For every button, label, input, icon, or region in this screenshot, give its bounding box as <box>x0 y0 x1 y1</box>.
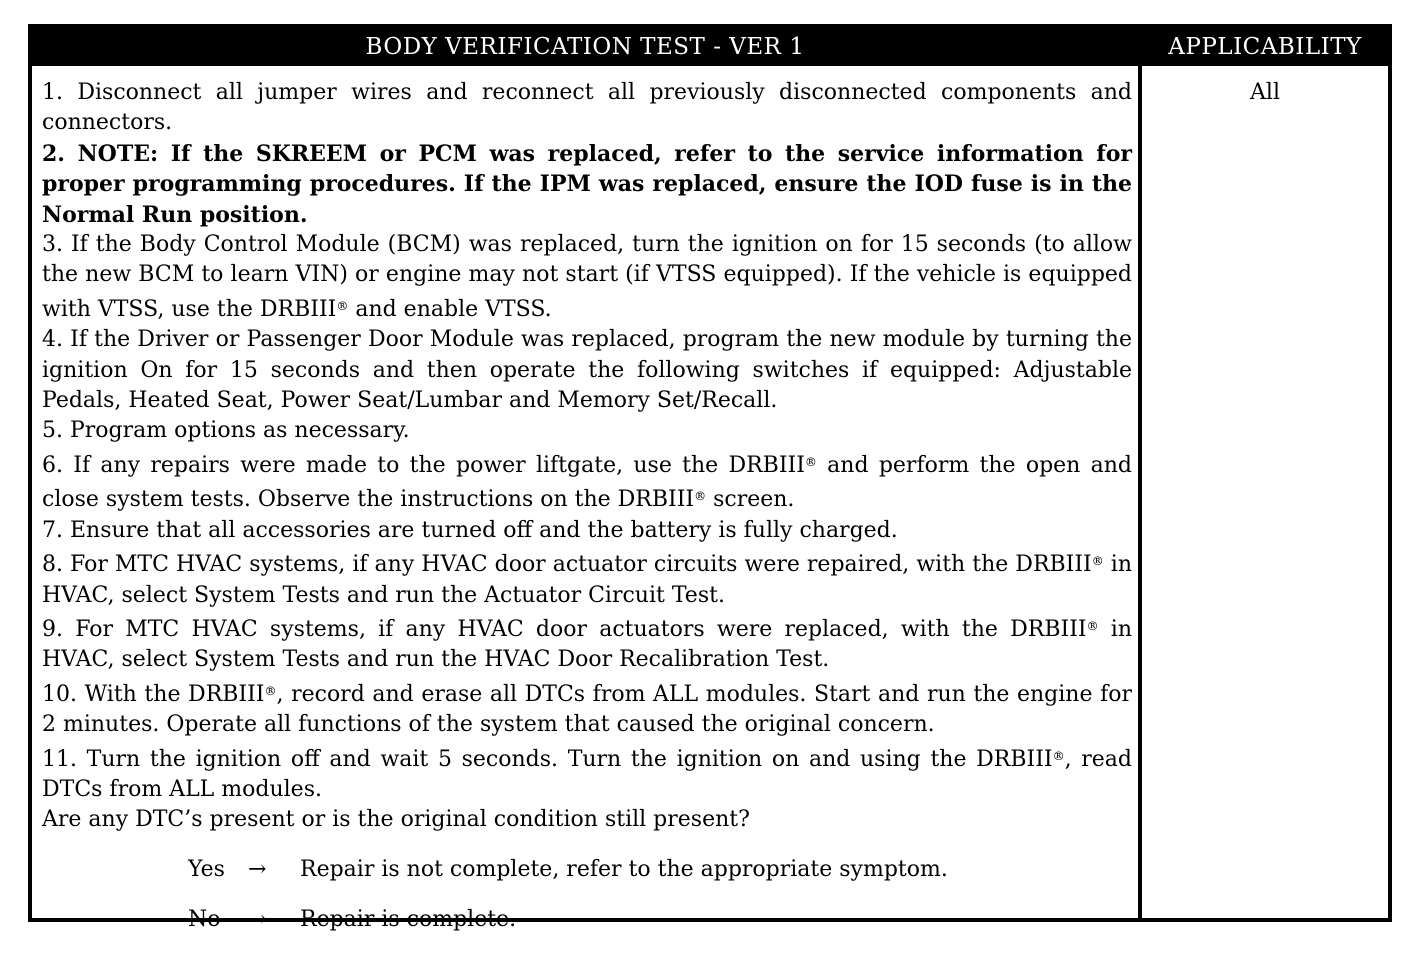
answer-yes-label: Yes <box>188 856 225 882</box>
step-4: 4. If the Driver or Passenger Door Module was replaced, program the new module by turning the ignition On for 15 seconds and then operate the following switches if equipped: Adjustable Pedals, Heated Seat, Power Seat/Lumbar and Memory Set/Recall. <box>42 327 1132 414</box>
registered-mark: ® <box>1086 618 1099 633</box>
step-9: 9. For MTC HVAC systems, if any HVAC door actuators were replaced, with the DRBIII® in HVAC, select System Tests and run the HVAC Door Recalibration Test. <box>42 616 1132 673</box>
step-7: 7. Ensure that all accessories are turned off and the battery is fully charged. <box>42 517 898 543</box>
answer-yes-result: Repair is not complete, refer to the appropriate symptom. <box>300 856 948 882</box>
step-10: 10. With the DRBIII®, record and erase all DTCs from ALL modules. Start and run the engine for 2 minutes. Operate all functions of the system that caused the original concern. <box>42 681 1132 738</box>
table-header <box>32 28 1388 66</box>
registered-mark: ® <box>1091 554 1104 569</box>
step-11: 11. Turn the ignition off and wait 5 seconds. Turn the ignition on and using the DRBIII®, read DTCs from ALL modules. <box>42 746 1132 802</box>
step-8: 8. For MTC HVAC systems, if any HVAC door actuator circuits were repaired, with the DRBIII® in HVAC, select System Tests and run the Actuator Circuit Test. <box>42 552 1132 608</box>
test-title: BODY VERIFICATION TEST - VER 1 <box>365 34 805 60</box>
step-6: 6. If any repairs were made to the power liftgate, use the DRBIII® and perform the open and close system tests. Observe the instructions on the DRBIII® screen. <box>42 452 1132 513</box>
registered-mark: ® <box>1052 748 1065 763</box>
column-divider <box>1138 66 1142 918</box>
right-arrow-icon: → <box>248 906 267 932</box>
procedure-body <box>42 78 1132 955</box>
right-arrow-icon: → <box>248 856 267 882</box>
applicability-value: All <box>1250 80 1280 105</box>
step-5: 5. Program options as necessary. <box>42 418 410 444</box>
step-2: 2. NOTE: If the SKREEM or PCM was replaced, refer to the service information for proper programming procedures. If the IPM was replaced, ensure the IOD fuse is in the Normal Run position. <box>42 140 1132 228</box>
registered-mark: ® <box>264 683 277 698</box>
verification-test-table <box>28 24 1392 932</box>
applicability-header: APPLICABILITY <box>1168 34 1362 60</box>
step-3: 3. If the Body Control Module (BCM) was replaced, turn the ignition on for 15 seconds (to allow the new BCM to learn VIN) or engine may not start (if VTSS equipped). If the vehicle is equipped with VTSS, use the DRBIII® and enable VTSS. <box>42 232 1132 322</box>
answer-yes <box>188 855 1132 905</box>
registered-mark: ® <box>804 454 817 469</box>
question-text: Are any DTC’s present or is the original condition still present? <box>42 807 750 833</box>
registered-mark: ® <box>336 298 349 313</box>
answer-no-label: No <box>188 906 221 932</box>
answer-no-result: Repair is complete. <box>300 906 517 932</box>
step-1: 1. Disconnect all jumper wires and reconnect all previously disconnected components and connectors. <box>42 80 1132 136</box>
answer-list <box>42 855 1132 955</box>
registered-mark: ® <box>694 489 707 504</box>
answer-no <box>188 905 1132 955</box>
